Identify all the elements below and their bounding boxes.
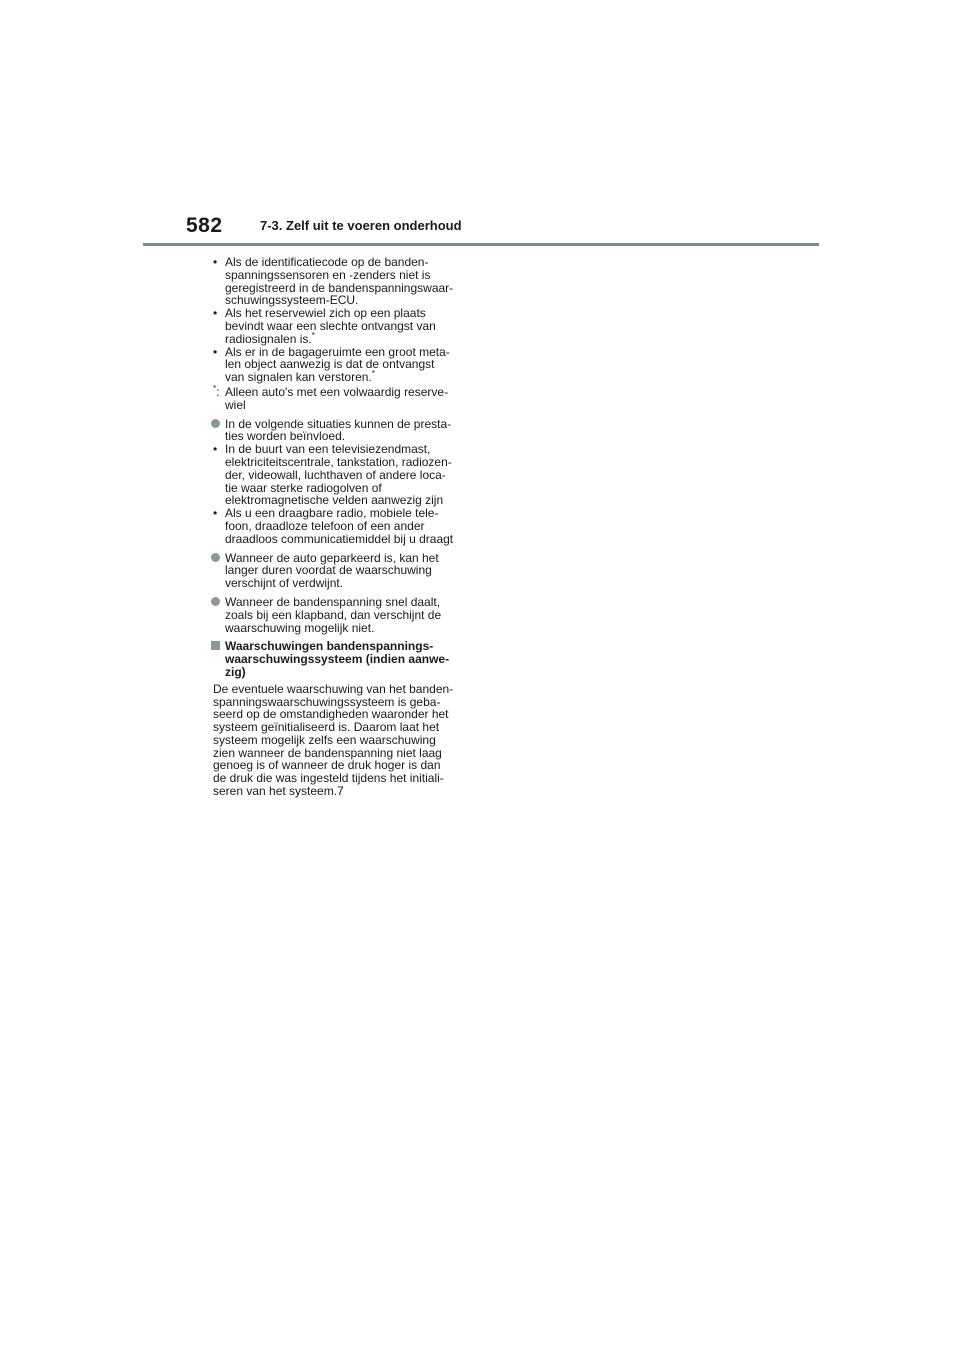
text-line: bevindt waar een slechte ontvangst van bbox=[225, 318, 436, 333]
text-line: waarschuwingssysteem (indien aanwe- bbox=[225, 652, 450, 667]
circle-bullet-icon bbox=[211, 419, 220, 428]
section-title: 7-3. Zelf uit te voeren onderhoud bbox=[260, 218, 462, 233]
text-line: Wanneer de bandenspanning snel daalt, bbox=[225, 594, 441, 609]
text-line: schuwingssysteem-ECU. bbox=[225, 293, 359, 308]
bullet-marker: • bbox=[213, 506, 218, 521]
note-text bbox=[225, 418, 475, 444]
text-line: van signalen kan verstoren. bbox=[225, 370, 372, 385]
list-item-text bbox=[225, 256, 475, 307]
text-line: In de volgende situaties kunnen de presta- bbox=[225, 416, 452, 431]
text-line: langer duren voordat de waarschuwing bbox=[225, 563, 432, 578]
list-item bbox=[213, 256, 475, 307]
text-line: elektriciteitscentrale, tankstation, radiozen- bbox=[225, 454, 452, 469]
text-line: verschijnt of verdwijnt. bbox=[225, 576, 344, 591]
bullet-marker: • bbox=[213, 344, 218, 359]
footnote-marker: * bbox=[371, 369, 375, 379]
text-line: zig) bbox=[225, 664, 246, 679]
sub-list-item-text bbox=[225, 443, 475, 507]
text-line: spanningswaarschuwingssysteem is geba- bbox=[213, 694, 441, 709]
footnote-marker: * bbox=[311, 330, 315, 340]
footnote-text bbox=[225, 386, 475, 412]
section-heading-text bbox=[225, 640, 475, 678]
note-item bbox=[213, 552, 475, 590]
section-body bbox=[213, 683, 475, 798]
sub-list-item bbox=[213, 507, 475, 545]
square-bullet-icon bbox=[211, 641, 220, 650]
sub-list-item-text bbox=[225, 507, 475, 545]
text-line: Als het reservewiel zich op een plaats bbox=[225, 306, 426, 321]
list-item-text bbox=[225, 307, 475, 345]
list-item-text bbox=[225, 346, 475, 384]
text-line: radiosignalen is. bbox=[225, 331, 312, 346]
text-line: De eventuele waarschuwing van het banden- bbox=[213, 681, 454, 696]
text-line: systeem mogelijk zelfs een waarschuwing bbox=[213, 732, 436, 747]
sub-list bbox=[213, 443, 475, 545]
footnote-sep: : bbox=[216, 384, 220, 399]
text-line: In de buurt van een televisiezendmast, bbox=[225, 442, 431, 457]
text-line: genoeg is of wanneer de druk hoger is dan bbox=[213, 758, 441, 773]
text-line: draadloos communicatiemiddel bij u draagt bbox=[225, 531, 454, 546]
header-rule bbox=[143, 243, 819, 246]
text-line: Als u een draagbare radio, mobiele tele- bbox=[225, 506, 439, 521]
text-line: foon, draadloze telefoon of een ander bbox=[225, 518, 425, 533]
text-line: Als er in de bagageruimte een groot meta- bbox=[225, 344, 450, 359]
text-line: zien wanneer de bandenspanning niet laag bbox=[213, 745, 442, 760]
text-line: systeem geïnitialiseerd is. Daarom laat het bbox=[213, 720, 440, 735]
text-line: tie waar sterke radiogolven of bbox=[225, 480, 382, 495]
text-line: seerd op de omstandigheden waaronder het bbox=[213, 707, 449, 722]
text-line: Alleen auto's met een volwaardig reserve- bbox=[225, 384, 449, 399]
text-line: geregistreerd in de bandenspanningswaar- bbox=[225, 280, 454, 295]
note-item bbox=[213, 418, 475, 546]
circle-bullet-icon bbox=[211, 553, 220, 562]
text-line: waarschuwing mogelijk niet. bbox=[225, 620, 375, 635]
footnote bbox=[213, 383, 475, 412]
footnote-mark bbox=[213, 383, 220, 399]
section-heading bbox=[213, 640, 475, 678]
text-line: zoals bij een klapband, dan verschijnt de bbox=[225, 607, 442, 622]
text-line: elektromagnetische velden aanwezig zijn bbox=[225, 493, 444, 508]
note-text bbox=[225, 596, 475, 634]
bullet-marker: • bbox=[213, 306, 218, 321]
bullet-marker: • bbox=[213, 442, 218, 457]
page-content bbox=[213, 256, 475, 798]
note-text bbox=[225, 552, 475, 590]
text-line: len object aanwezig is dat de ontvangst bbox=[225, 357, 435, 372]
list-item bbox=[213, 307, 475, 345]
text-line: spanningssensoren en -zenders niet is bbox=[225, 267, 431, 282]
text-line: Als de identificatiecode op de banden- bbox=[225, 255, 429, 269]
text-line: Waarschuwingen bandenspannings- bbox=[225, 639, 434, 654]
circle-bullet-icon bbox=[211, 597, 220, 606]
footnote-asterisk: * bbox=[213, 383, 217, 393]
bullet-marker: • bbox=[213, 255, 218, 269]
note-item bbox=[213, 596, 475, 634]
text-line: der, videowall, luchthaven of andere loca- bbox=[225, 467, 446, 482]
text-line: Wanneer de auto geparkeerd is, kan het bbox=[225, 550, 439, 565]
page-number: 582 bbox=[186, 214, 223, 237]
text-line: de druk die was ingesteld tijdens het initiali- bbox=[213, 771, 444, 786]
sub-list-item bbox=[213, 443, 475, 507]
text-line: ties worden beïnvloed. bbox=[225, 429, 346, 444]
list-item bbox=[213, 346, 475, 384]
text-line: seren van het systeem.7 bbox=[213, 784, 344, 799]
text-line: wiel bbox=[225, 397, 246, 412]
